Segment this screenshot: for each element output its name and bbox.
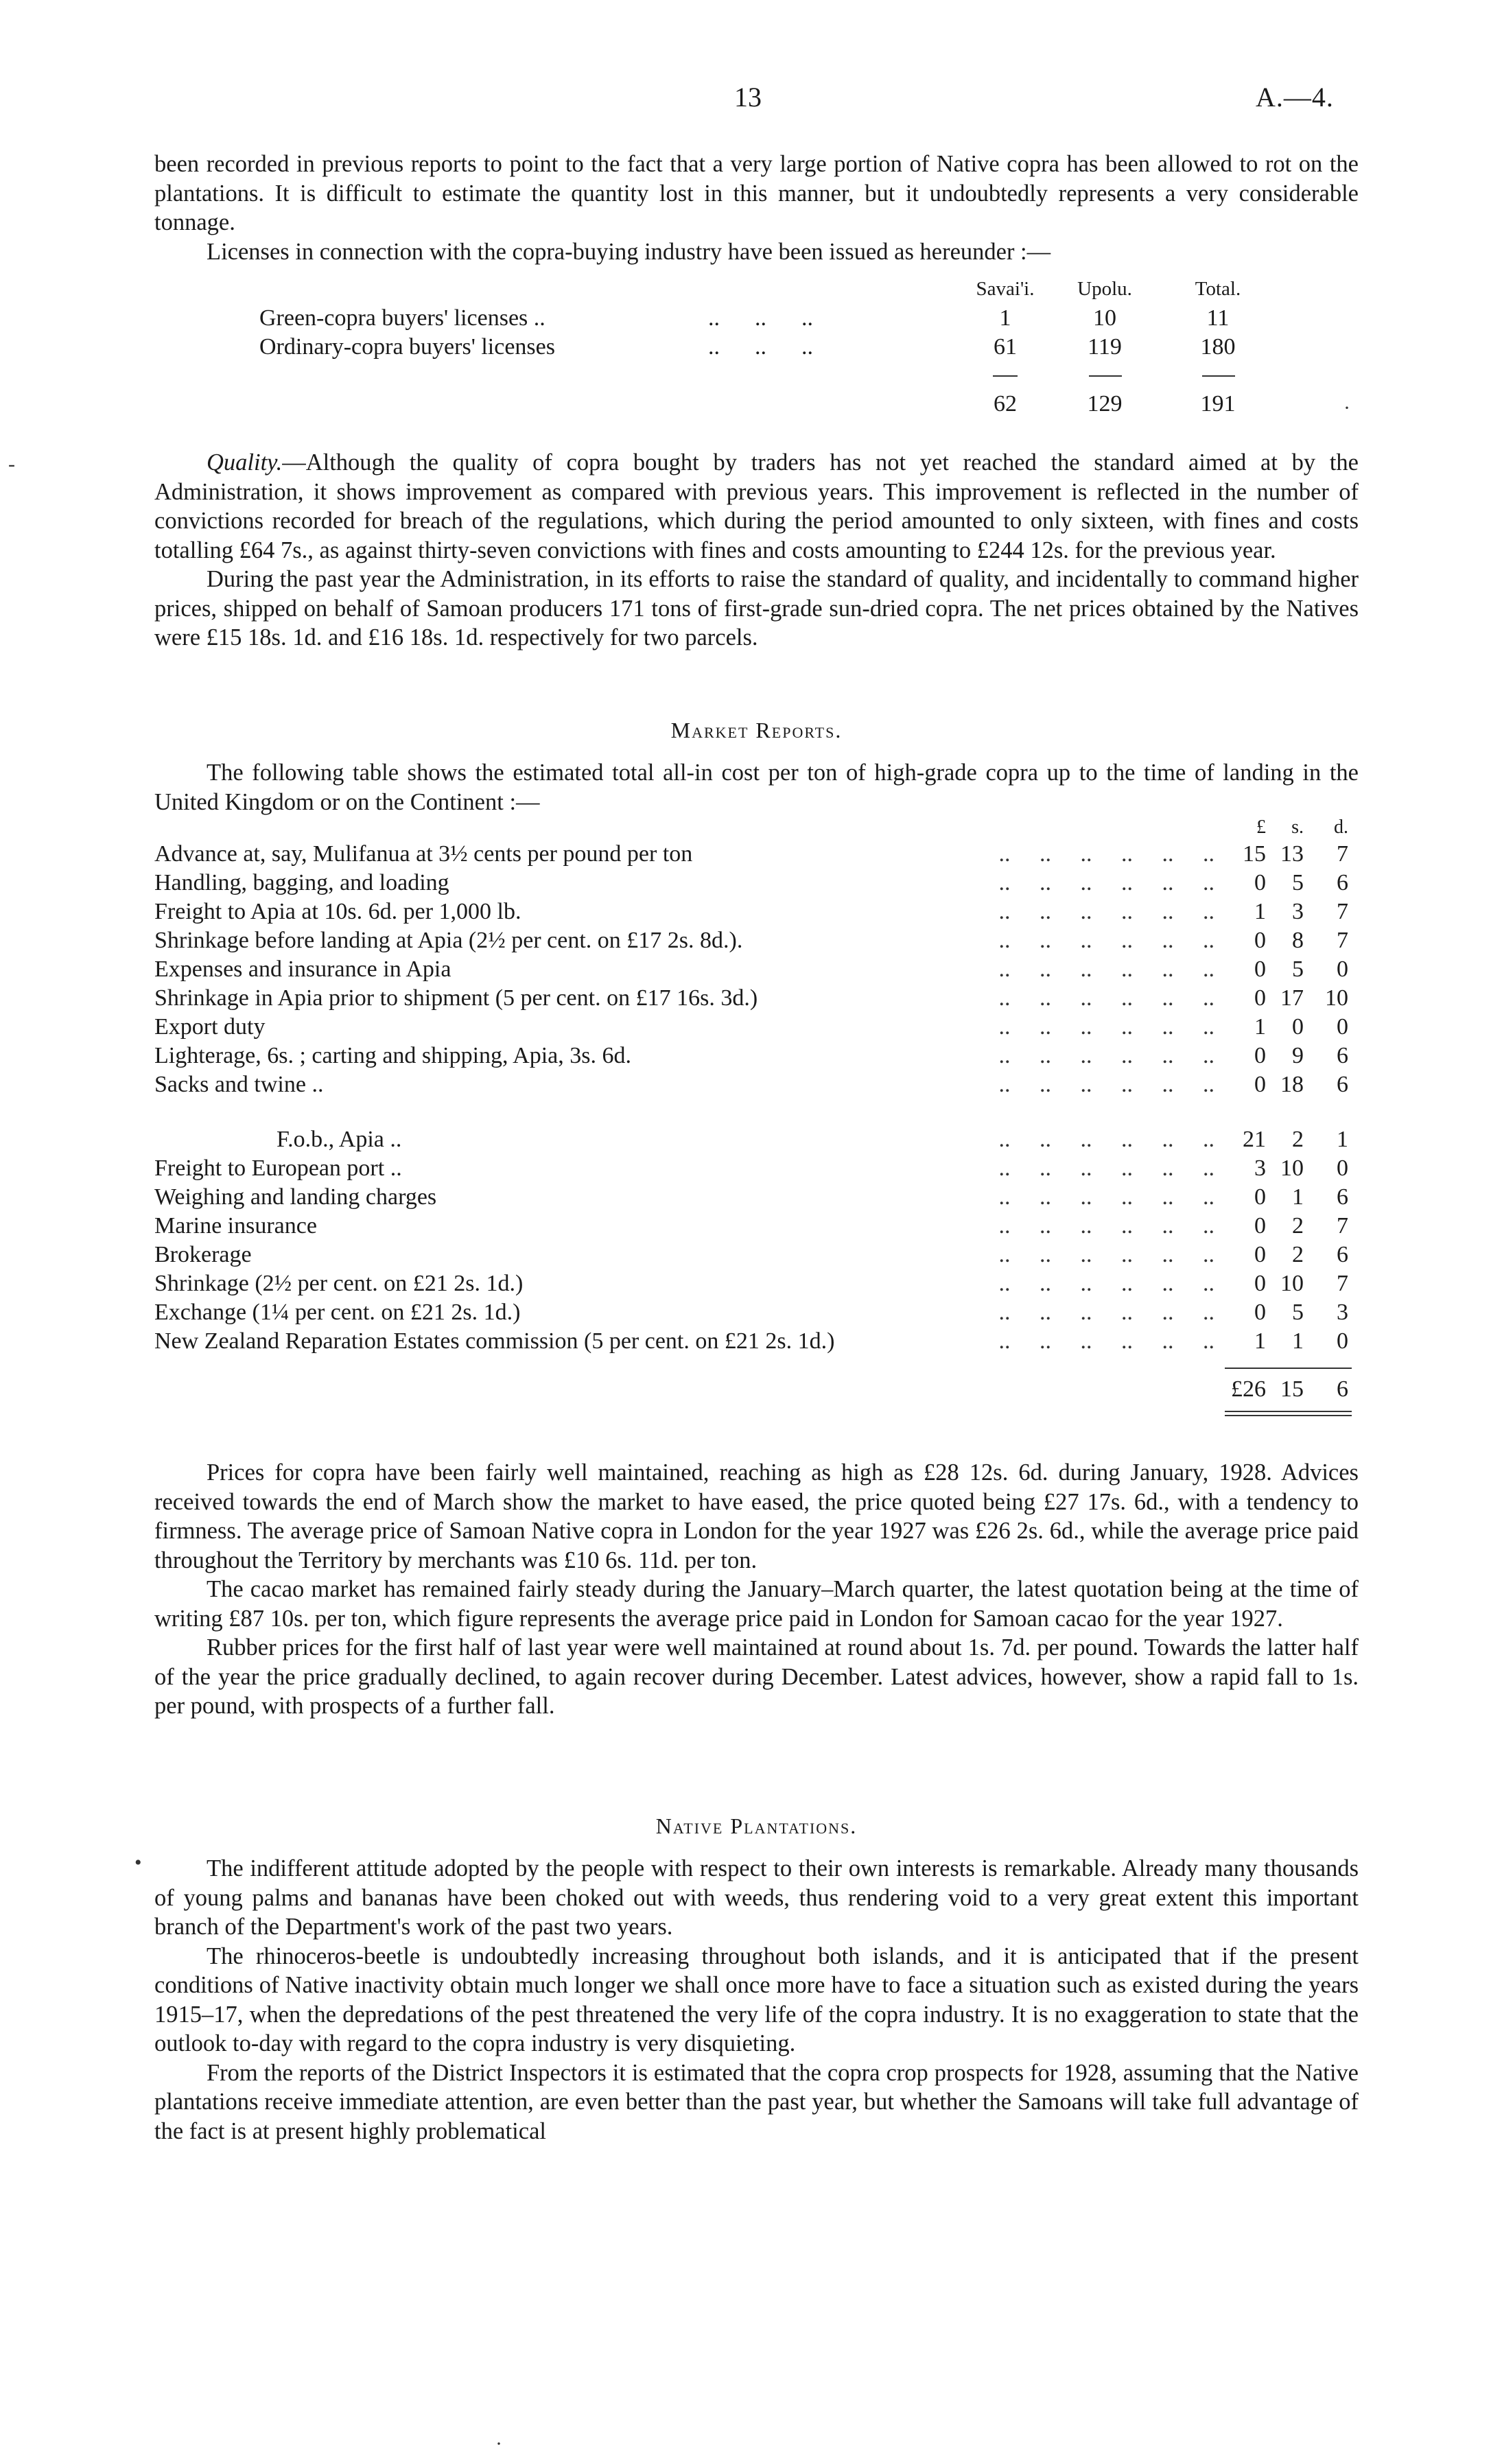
prices-paragraph-2: The cacao market has remained fairly steady during the January–March quarter, the latest quotation being at the time of writing £87 10s. per ton, which figure represents the average price paid in London for Samoan cacao for the year 1927.: [154, 1576, 1359, 1632]
total-savaii: 62: [994, 391, 1017, 416]
intro-paragraph-1: been recorded in previous reports to point to the fact that a very large portion of Native copra has been allowed to rot on the plantations. It is difficult to estimate the quantity lost in this manner, but it undoubtedly represents a very considerable tonnage.: [154, 151, 1359, 235]
cost-shillings: 2: [1292, 1242, 1304, 1267]
cost-row: [154, 1242, 1359, 1271]
licenses-row: [154, 334, 1359, 363]
unit-pence: d.: [1334, 817, 1348, 838]
total-pounds: £26: [1231, 1376, 1266, 1402]
cost-description: New Zealand Reparation Estates commission (5 per cent. on £21 2s. 1d.): [154, 1328, 835, 1354]
cost-pence: 0: [1337, 1014, 1348, 1040]
cost-shillings: 9: [1292, 1043, 1304, 1068]
cost-description: Handling, bagging, and loading: [154, 870, 449, 895]
margin-mark: ·: [1343, 397, 1350, 419]
dot-leader: .. .. .. .. .. ..: [998, 870, 1214, 895]
total-rule: [1225, 1368, 1352, 1369]
fob-pence: 1: [1337, 1127, 1348, 1152]
cost-row: [154, 1043, 1359, 1072]
cost-pounds: 3: [1254, 1155, 1266, 1181]
cost-pounds: 0: [1254, 1184, 1266, 1210]
cost-description: Brokerage: [154, 1242, 252, 1267]
cost-description: Lighterage, 6s. ; carting and shipping, Apia, 3s. 6d.: [154, 1043, 631, 1068]
cost-pence: 6: [1337, 1043, 1348, 1068]
cost-pence: 0: [1337, 957, 1348, 982]
dot-leader: .. .. .. .. .. ..: [998, 1184, 1214, 1210]
cost-description: Shrinkage before landing at Apia (2½ per cent. on £17 2s. 8d.).: [154, 928, 743, 953]
prices-paragraph-1: Prices for copra have been fairly well maintained, reaching as high as £28 12s. 6d. during January, 1928. Advices received towards the end of March show the market to have eased, the price quoted being £27 17s. 6d., with a tendency to firmness. The average price of Samoan Native copra in London for the year 1927 was £26 2s. 6d., while the average price paid throughout the Territory by merchants was £10 6s. 11d. per ton.: [154, 1459, 1359, 1573]
cost-shillings: 3: [1292, 899, 1304, 924]
license-value-upolu: 10: [1093, 305, 1116, 331]
cost-row: [154, 1328, 1359, 1357]
cost-shillings: 10: [1280, 1271, 1304, 1296]
cost-shillings: 18: [1280, 1072, 1304, 1097]
dot-leader: .. .. ..: [708, 305, 813, 331]
cost-shillings: 5: [1292, 957, 1304, 982]
cost-pounds: 0: [1254, 985, 1266, 1011]
column-header-total: Total.: [1195, 278, 1241, 300]
cost-description: Shrinkage (2½ per cent. on £21 2s. 1d.): [154, 1271, 524, 1296]
intro-paragraph-2: Licenses in connection with the copra-buying industry have been issued as hereunder :—: [207, 238, 1051, 265]
sum-rule: [993, 375, 1018, 377]
cost-description: Export duty: [154, 1014, 266, 1040]
cost-pounds: 0: [1254, 957, 1266, 982]
cost-row: [154, 985, 1359, 1014]
dot-leader: .. .. .. .. .. ..: [998, 1300, 1214, 1325]
cost-pence: 7: [1337, 1271, 1348, 1296]
cost-pence: 7: [1337, 1213, 1348, 1239]
dot-leader: .. .. .. .. .. ..: [998, 899, 1214, 924]
cost-pence: 6: [1337, 870, 1348, 895]
cost-description: Freight to European port ..: [154, 1155, 402, 1181]
market-reports-heading: Market Reports.: [670, 718, 843, 742]
cost-pence: 7: [1337, 899, 1348, 924]
cost-shillings: 10: [1280, 1155, 1304, 1181]
cost-shillings: 17: [1280, 985, 1304, 1011]
cost-row: [154, 1271, 1359, 1300]
quality-paragraph-1: [154, 448, 1359, 565]
column-header-savaii: Savai'i.: [976, 278, 1035, 300]
margin-mark: -: [8, 453, 15, 476]
dot-leader: .. .. .. .. .. ..: [998, 1072, 1214, 1097]
licenses-total-row: [154, 391, 1359, 420]
cost-pounds: 0: [1254, 1072, 1266, 1097]
cost-pounds: 0: [1254, 1242, 1266, 1267]
native-paragraph-2: The rhinoceros-beetle is undoubtedly increasing throughout both islands, and it is anticipated that if the present conditions of Native inactivity obtain much longer we shall once more have to face a situation such as existed during the years 1915–17, when the depredations of the pest threatened the very life of the copra industry. It is no exaggeration to state that the outlook to-day with regard to the copra industry is very disquieting.: [154, 1943, 1359, 2056]
license-value-savaii: 61: [994, 334, 1017, 360]
cost-description: Marine insurance: [154, 1213, 317, 1239]
cost-row: [154, 870, 1359, 899]
dot-leader: .. .. .. .. .. ..: [998, 928, 1214, 953]
cost-row: [154, 1184, 1359, 1213]
native-plantations-heading: Native Plantations.: [655, 1814, 858, 1838]
cost-shillings: 5: [1292, 870, 1304, 895]
native-paragraph-1: The indifferent attitude adopted by the people with respect to their own interests is remarkable. Already many thousands of young palms and bananas have been choked out with weeds, thus rendering void to a very great extent this important branch of the Department's work of the past two years.: [154, 1855, 1359, 1940]
fob-row: [154, 1127, 1359, 1155]
total-upolu: 129: [1087, 391, 1123, 416]
total-pence: 6: [1337, 1376, 1348, 1402]
cost-pounds: 0: [1254, 1271, 1266, 1296]
cost-pounds: 1: [1254, 1328, 1266, 1354]
dot-leader: .. .. .. .. .. ..: [998, 1328, 1214, 1354]
quality-lead: Quality.: [207, 449, 283, 476]
cost-row: [154, 1300, 1359, 1328]
cost-description: Shrinkage in Apia prior to shipment (5 per cent. on £17 16s. 3d.): [154, 985, 758, 1011]
cost-pounds: 0: [1254, 1043, 1266, 1068]
dot-leader: .. .. .. .. .. ..: [998, 957, 1214, 982]
dot-leader: .. .. .. .. .. ..: [998, 1271, 1214, 1296]
cost-row: [154, 1072, 1359, 1101]
cost-pounds: 0: [1254, 1213, 1266, 1239]
cost-row: [154, 928, 1359, 957]
cost-pounds: 0: [1254, 870, 1266, 895]
cost-description: Expenses and insurance in Apia: [154, 957, 451, 982]
cost-shillings: 8: [1292, 928, 1304, 953]
cost-pence: 6: [1337, 1072, 1348, 1097]
dot-leader: .. .. .. .. .. ..: [998, 1155, 1214, 1181]
native-section: [154, 1854, 1359, 2146]
margin-mark: ·: [495, 2432, 502, 2455]
license-label: Ordinary-copra buyers' licenses: [259, 334, 555, 360]
quality-section: [154, 448, 1359, 653]
prices-paragraph-3: Rubber prices for the first half of last year were well maintained at round about 1s. 7d. per pound. Towards the latter half of the year the price gradually declined, to again recover during December. Latest advices, however, show a rapid fall to 1s. per pound, with prospects of a further fall.: [154, 1634, 1359, 1719]
cost-pounds: 1: [1254, 1014, 1266, 1040]
column-header-upolu: Upolu.: [1077, 278, 1132, 300]
document-reference: A.—4.: [1256, 82, 1334, 113]
unit-pounds: £: [1256, 817, 1266, 838]
cost-pence: 7: [1337, 928, 1348, 953]
prices-section: [154, 1458, 1359, 1721]
cost-description: Weighing and landing charges: [154, 1184, 437, 1210]
cost-shillings: 1: [1292, 1184, 1304, 1210]
dot-leader: .. .. .. .. .. ..: [998, 841, 1214, 867]
market-intro-paragraph: The following table shows the estimated total all-in cost per ton of high-grade copra up to the time of landing in the United Kingdom or on the Continent :—: [154, 760, 1359, 815]
cost-pence: 6: [1337, 1242, 1348, 1267]
total-all: 191: [1200, 391, 1236, 416]
cost-pounds: 0: [1254, 1300, 1266, 1325]
license-value-upolu: 119: [1088, 334, 1122, 360]
cost-pounds: 15: [1243, 841, 1266, 867]
cost-pounds: 0: [1254, 928, 1266, 953]
double-rule-top: [1225, 1411, 1352, 1412]
license-label: Green-copra buyers' licenses ..: [259, 305, 545, 331]
cost-pence: 3: [1337, 1300, 1348, 1325]
quality-text: —Although the quality of copra bought by traders has not yet reached the standard aimed at by the Administration, it shows improvement as compared with previous years. This improvement is reflected in the number of convictions recorded for breach of the regulations, which during the period amounted to only sixteen, with fines and costs totalling £64 7s., as against thirty-seven convictions with fines and costs amounting to £244 12s. for the previous year.: [154, 449, 1359, 563]
cost-pence: 0: [1337, 1155, 1348, 1181]
dot-leader: .. .. .. .. .. ..: [998, 1213, 1214, 1239]
cost-shillings: 1: [1292, 1328, 1304, 1354]
cost-shillings: 13: [1280, 841, 1304, 867]
cost-row: [154, 899, 1359, 928]
cost-pence: 7: [1337, 841, 1348, 867]
fob-shillings: 2: [1292, 1127, 1304, 1152]
dot-leader: .. .. .. .. .. ..: [998, 1127, 1214, 1152]
cost-description: Sacks and twine ..: [154, 1072, 324, 1097]
double-rule-bottom: [1225, 1415, 1352, 1416]
cost-total-row: [154, 1376, 1359, 1405]
dot-leader: .. .. ..: [708, 334, 813, 360]
cost-row: [154, 841, 1359, 870]
cost-row: [154, 1213, 1359, 1242]
cost-shillings: 2: [1292, 1213, 1304, 1239]
fob-label: F.o.b., Apia ..: [277, 1127, 402, 1152]
total-shillings: 15: [1280, 1376, 1304, 1402]
bullet-mark: •: [134, 1851, 142, 1874]
licenses-row: [154, 305, 1359, 334]
cost-shillings: 0: [1292, 1014, 1304, 1040]
dot-leader: .. .. .. .. .. ..: [998, 1014, 1214, 1040]
fob-pounds: 21: [1243, 1127, 1266, 1152]
cost-pence: 0: [1337, 1328, 1348, 1354]
sum-rule: [1202, 375, 1235, 377]
dot-leader: .. .. .. .. .. ..: [998, 1043, 1214, 1068]
license-value-total: 11: [1206, 305, 1230, 331]
license-value-total: 180: [1200, 334, 1236, 360]
dot-leader: .. .. .. .. .. ..: [998, 1242, 1214, 1267]
quality-paragraph-2: During the past year the Administration, in its efforts to raise the standard of quality, and incidentally to command higher prices, shipped on behalf of Samoan producers 171 tons of first-grade sun-dried copra. The net prices obtained by the Natives were £15 18s. 1d. and £16 18s. 1d. respectively for two parcels.: [154, 566, 1359, 650]
page-number: 13: [734, 82, 762, 113]
sum-rule: [1089, 375, 1122, 377]
cost-row: [154, 1014, 1359, 1043]
cost-row: [154, 957, 1359, 985]
native-paragraph-3: From the reports of the District Inspectors it is estimated that the copra crop prospects for 1928, assuming that the Native plantations receive immediate attention, are even better than the past year, but whether the Samoans will take full advantage of the fact is at present highly problematical: [154, 2059, 1359, 2144]
market-intro: [154, 758, 1359, 817]
unit-shillings: s.: [1291, 817, 1304, 838]
cost-pence: 6: [1337, 1184, 1348, 1210]
cost-row: [154, 1155, 1359, 1184]
dot-leader: .. .. .. .. .. ..: [998, 985, 1214, 1011]
cost-description: Advance at, say, Mulifanua at 3½ cents per pound per ton: [154, 841, 693, 867]
cost-pounds: 1: [1254, 899, 1266, 924]
cost-pence: 10: [1325, 985, 1348, 1011]
license-value-savaii: 1: [999, 305, 1011, 331]
cost-description: Exchange (1¼ per cent. on £21 2s. 1d.): [154, 1300, 521, 1325]
cost-description: Freight to Apia at 10s. 6d. per 1,000 lb.: [154, 899, 521, 924]
cost-shillings: 5: [1292, 1300, 1304, 1325]
licenses-header-row: [154, 278, 1359, 307]
intro-section: [154, 150, 1359, 266]
